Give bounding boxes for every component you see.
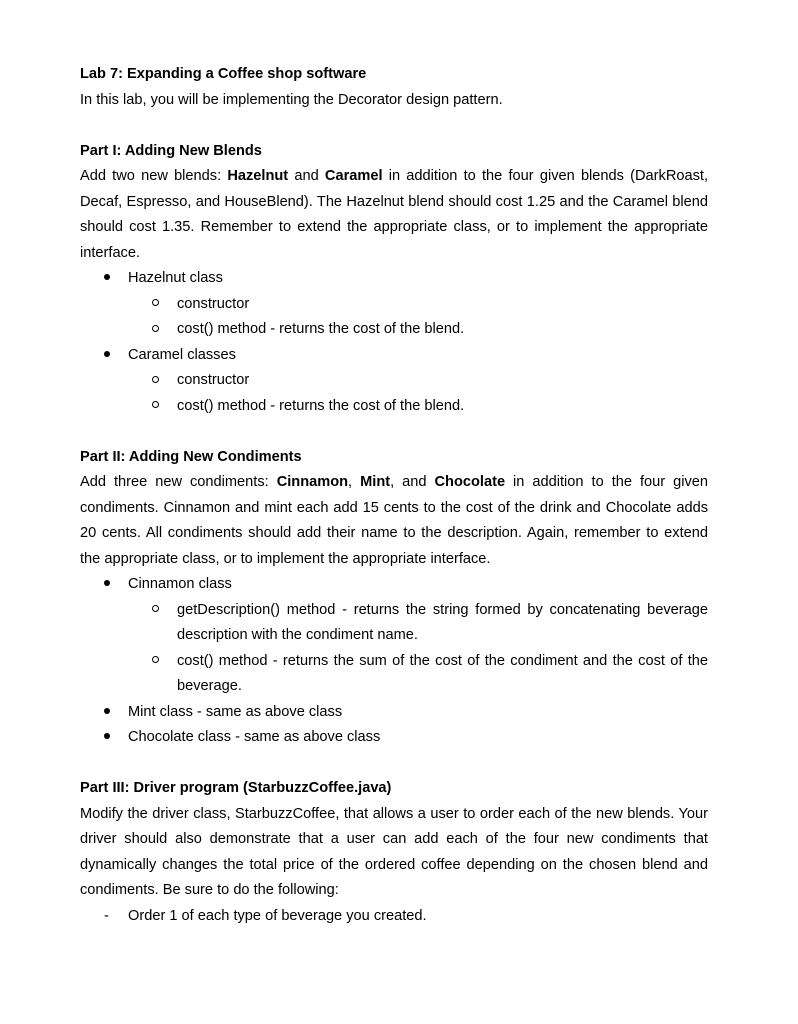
list-subitem: constructor xyxy=(80,368,708,394)
mint-term: Mint xyxy=(360,474,391,490)
circle-bullet-icon xyxy=(152,394,159,420)
circle-bullet-icon xyxy=(152,649,159,675)
chocolate-term: Chocolate xyxy=(434,474,506,490)
list-item: Cinnamon class xyxy=(80,572,708,598)
part2-paragraph: Add three new condiments: Cinnamon, Mint, and Chocolate in addition to the four given condiments. Cinnamon and mint each add 15 cents to the cost of the drink and Chocolate adds 20 cents. All condiments should add their name to the description. Again, remember to extend the appropriate class, or to implement the appropriate interface. xyxy=(80,474,709,567)
list-item: - Order 1 of each type of beverage you created. xyxy=(80,904,708,930)
bullet-icon xyxy=(104,343,110,369)
spacer xyxy=(80,113,708,139)
spacer xyxy=(80,751,708,777)
lab-title: Lab 7: Expanding a Coffee shop software xyxy=(80,66,367,82)
circle-bullet-icon xyxy=(152,292,159,318)
document-page xyxy=(80,62,708,929)
part2-heading: Part II: Adding New Condiments xyxy=(80,448,302,465)
bullet-icon xyxy=(104,725,110,751)
hazelnut-term: Hazelnut xyxy=(227,168,289,184)
list-subitem: cost() method - returns the cost of the blend. xyxy=(80,394,708,420)
circle-bullet-icon xyxy=(152,317,159,343)
bullet-icon xyxy=(104,572,110,598)
intro-paragraph: In this lab, you will be implementing the Decorator design pattern. xyxy=(80,91,503,108)
circle-bullet-icon xyxy=(152,368,159,394)
part3-paragraph: Modify the driver class, StarbuzzCoffee, that allows a user to order each of the new blends. Your driver should also demonstrate that a user can add each of the four new condiments that dynamically changes the total price of the ordered coffee depending on the chosen blend and condiments. Be sure to do the following: xyxy=(80,805,708,898)
list-item: Mint class - same as above class xyxy=(80,700,708,726)
part1-paragraph: Add two new blends: Hazelnut and Caramel in addition to the four given blends (DarkRoast, Decaf, Espresso, and HouseBlend). The Hazelnut blend should cost 1.25 and the Caramel blend should cost 1.35. Remember to extend the appropriate class, or to implement the appropriate interface. xyxy=(80,168,709,261)
bullet-icon xyxy=(104,266,110,292)
dash-bullet-icon: - xyxy=(104,907,109,924)
spacer xyxy=(80,419,708,445)
part1-heading: Part I: Adding New Blends xyxy=(80,142,262,159)
list-subitem: cost() method - returns the cost of the blend. xyxy=(80,317,708,343)
list-item: Caramel classes xyxy=(80,343,708,369)
circle-bullet-icon xyxy=(152,598,159,624)
list-subitem: cost() method - returns the sum of the cost of the condiment and the cost of the beverage. xyxy=(80,649,708,700)
list-item: Hazelnut class xyxy=(80,266,708,292)
part3-heading: Part III: Driver program (StarbuzzCoffee.java) xyxy=(80,780,392,796)
bullet-icon xyxy=(104,700,110,726)
list-item: Chocolate class - same as above class xyxy=(80,725,708,751)
list-subitem: constructor xyxy=(80,292,708,318)
caramel-term: Caramel xyxy=(324,168,383,184)
list-subitem: getDescription() method - returns the string formed by concatenating beverage description with the condiment name. xyxy=(80,598,708,649)
cinnamon-term: Cinnamon xyxy=(276,474,349,490)
